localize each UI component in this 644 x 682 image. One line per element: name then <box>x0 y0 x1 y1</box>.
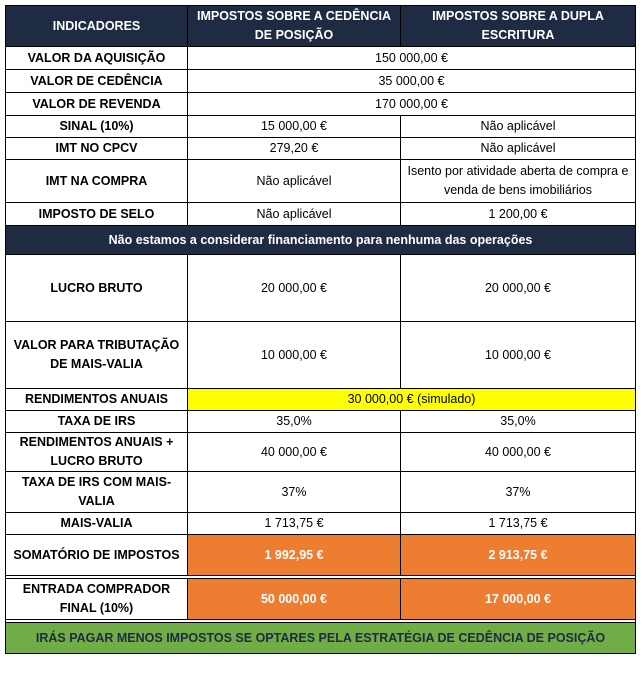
row-mais-valia <box>6 513 636 535</box>
row-value: 35 000,00 € <box>188 70 636 93</box>
cedencia-value: 279,20 € <box>188 138 401 160</box>
dupla-value: 20 000,00 € <box>401 255 636 322</box>
row-lucro-bruto <box>6 255 636 322</box>
row-label: MAIS-VALIA <box>6 513 188 535</box>
row-label: ENTRADA COMPRADOR FINAL (10%) <box>6 579 188 620</box>
row-somatorio-impostos <box>6 535 636 576</box>
financing-note-row <box>6 226 636 255</box>
dupla-value: Não aplicável <box>401 138 636 160</box>
row-label: RENDIMENTOS ANUAIS + LUCRO BRUTO <box>6 433 188 472</box>
cedencia-value: 35,0% <box>188 411 401 433</box>
cedencia-value: Não aplicável <box>188 160 401 203</box>
row-valor-aquisicao <box>6 47 636 70</box>
row-imt-compra <box>6 160 636 203</box>
dupla-value: 1 713,75 € <box>401 513 636 535</box>
financing-note: Não estamos a considerar financiamento para nenhuma das operações <box>6 226 636 255</box>
row-label: IMT NO CPCV <box>6 138 188 160</box>
conclusion-text: IRÁS PAGAR MENOS IMPOSTOS SE OPTARES PELA ESTRATÉGIA DE CEDÊNCIA DE POSIÇÃO <box>6 623 636 654</box>
row-label: VALOR PARA TRIBUTAÇÃO DE MAIS-VALIA <box>6 322 188 389</box>
row-label: RENDIMENTOS ANUAIS <box>6 389 188 411</box>
row-label: TAXA DE IRS COM MAIS-VALIA <box>6 472 188 513</box>
row-label: VALOR DE REVENDA <box>6 93 188 116</box>
cedencia-value: 20 000,00 € <box>188 255 401 322</box>
dupla-total: 2 913,75 € <box>401 535 636 576</box>
row-entrada-comprador <box>6 579 636 620</box>
rendimentos-value: 30 000,00 € (simulado) <box>188 389 636 411</box>
row-value: 170 000,00 € <box>188 93 636 116</box>
dupla-entrada: 17 000,00 € <box>401 579 636 620</box>
cedencia-entrada: 50 000,00 € <box>188 579 401 620</box>
dupla-value: 35,0% <box>401 411 636 433</box>
row-taxa-irs-mais-valia <box>6 472 636 513</box>
cedencia-value: 1 713,75 € <box>188 513 401 535</box>
cedencia-value: 37% <box>188 472 401 513</box>
row-taxa-irs <box>6 411 636 433</box>
row-valor-cedencia <box>6 70 636 93</box>
row-label: VALOR DA AQUISIÇÃO <box>6 47 188 70</box>
cedencia-total: 1 992,95 € <box>188 535 401 576</box>
dupla-value: 10 000,00 € <box>401 322 636 389</box>
row-valor-revenda <box>6 93 636 116</box>
row-sinal <box>6 116 636 138</box>
dupla-value: 37% <box>401 472 636 513</box>
row-imposto-selo <box>6 203 636 226</box>
row-label: SOMATÓRIO DE IMPOSTOS <box>6 535 188 576</box>
dupla-value: 40 000,00 € <box>401 433 636 472</box>
header-indicadores: INDICADORES <box>6 6 188 47</box>
header-row <box>6 6 636 47</box>
cedencia-value: 40 000,00 € <box>188 433 401 472</box>
header-cedencia: IMPOSTOS SOBRE A CEDÊNCIA DE POSIÇÃO <box>188 6 401 47</box>
row-imt-cpcv <box>6 138 636 160</box>
dupla-value: 1 200,00 € <box>401 203 636 226</box>
conclusion-row <box>6 623 636 654</box>
row-label: SINAL (10%) <box>6 116 188 138</box>
row-label: VALOR DE CEDÊNCIA <box>6 70 188 93</box>
row-label: TAXA DE IRS <box>6 411 188 433</box>
cedencia-value: 15 000,00 € <box>188 116 401 138</box>
row-label: IMT NA COMPRA <box>6 160 188 203</box>
cedencia-value: 10 000,00 € <box>188 322 401 389</box>
cedencia-value: Não aplicável <box>188 203 401 226</box>
row-valor-tributacao <box>6 322 636 389</box>
dupla-value: Isento por atividade aberta de compra e venda de bens imobiliários <box>401 160 636 203</box>
row-value: 150 000,00 € <box>188 47 636 70</box>
header-dupla: IMPOSTOS SOBRE A DUPLA ESCRITURA <box>401 6 636 47</box>
dupla-value: Não aplicável <box>401 116 636 138</box>
row-rendimentos-anuais <box>6 389 636 411</box>
tax-comparison-table <box>5 5 636 654</box>
row-label: IMPOSTO DE SELO <box>6 203 188 226</box>
row-label: LUCRO BRUTO <box>6 255 188 322</box>
row-rendimentos-lucro <box>6 433 636 472</box>
